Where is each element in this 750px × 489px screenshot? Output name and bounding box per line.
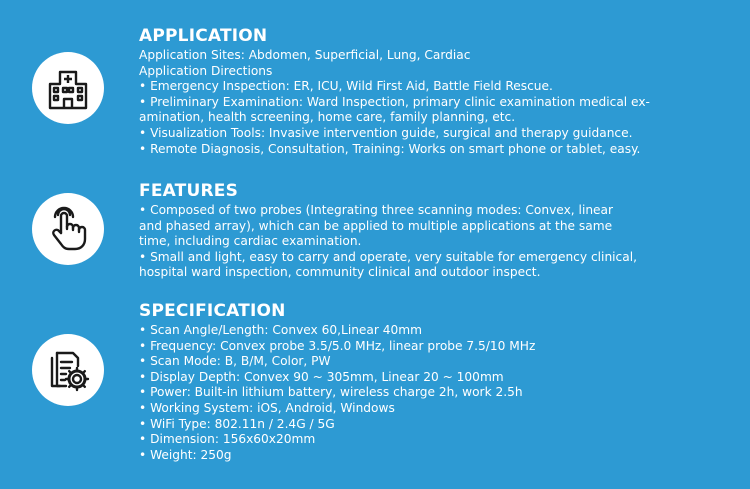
specification-line: • Dimension: 156x60x20mm [139, 432, 316, 447]
features-content [139, 182, 739, 281]
application-content [139, 27, 739, 157]
touch-hand-icon [32, 193, 104, 265]
hospital-icon [32, 52, 104, 124]
application-heading: APPLICATION [139, 26, 268, 46]
features-line: and phased array), which can be applied to multiple applications at the same [139, 218, 613, 233]
document-gear-icon [32, 334, 104, 406]
features-heading: FEATURES [139, 181, 239, 201]
specification-line: • Frequency: Convex probe 3.5/5.0 MHz, linear probe 7.5/10 MHz [139, 338, 536, 353]
specification-line: • Weight: 250g [139, 447, 232, 462]
specification-heading: SPECIFICATION [139, 301, 286, 321]
specification-line: • Working System: iOS, Android, Windows [139, 400, 395, 415]
application-line: • Visualization Tools: Invasive intervention guide, surgical and therapy guidance. [139, 125, 633, 140]
application-line: • Remote Diagnosis, Consultation, Training: Works on smart phone or tablet, easy. [139, 141, 641, 156]
features-line: • Composed of two probes (Integrating three scanning modes: Convex, linear [139, 203, 614, 217]
application-line: Application Sites: Abdomen, Superficial, Lung, Cardiac [139, 48, 471, 62]
specification-line: • Scan Mode: B, B/M, Color, PW [139, 354, 331, 369]
features-line: time, including cardiac examination. [139, 234, 362, 249]
specification-line: • WiFi Type: 802.11n / 2.4G / 5G [139, 416, 335, 431]
application-line: • Emergency Inspection: ER, ICU, Wild First Aid, Battle Field Rescue. [139, 79, 553, 94]
specification-line: • Display Depth: Convex 90 ~ 305mm, Linear 20 ~ 100mm [139, 369, 504, 384]
specification-line: • Power: Built-in lithium battery, wireless charge 2h, work 2.5h [139, 385, 523, 400]
specification-line: • Scan Angle/Length: Convex 60,Linear 40mm [139, 323, 423, 337]
specification-content [139, 302, 739, 463]
application-line: Application Directions [139, 63, 273, 78]
application-line: • Preliminary Examination: Ward Inspection, primary clinic examination medical ex- [139, 94, 650, 109]
application-line: amination, health screening, home care, family planning, etc. [139, 110, 516, 125]
features-line: • Small and light, easy to carry and operate, very suitable for emergency clinical, [139, 249, 637, 264]
features-line: hospital ward inspection, community clinical and outdoor inspect. [139, 265, 541, 280]
